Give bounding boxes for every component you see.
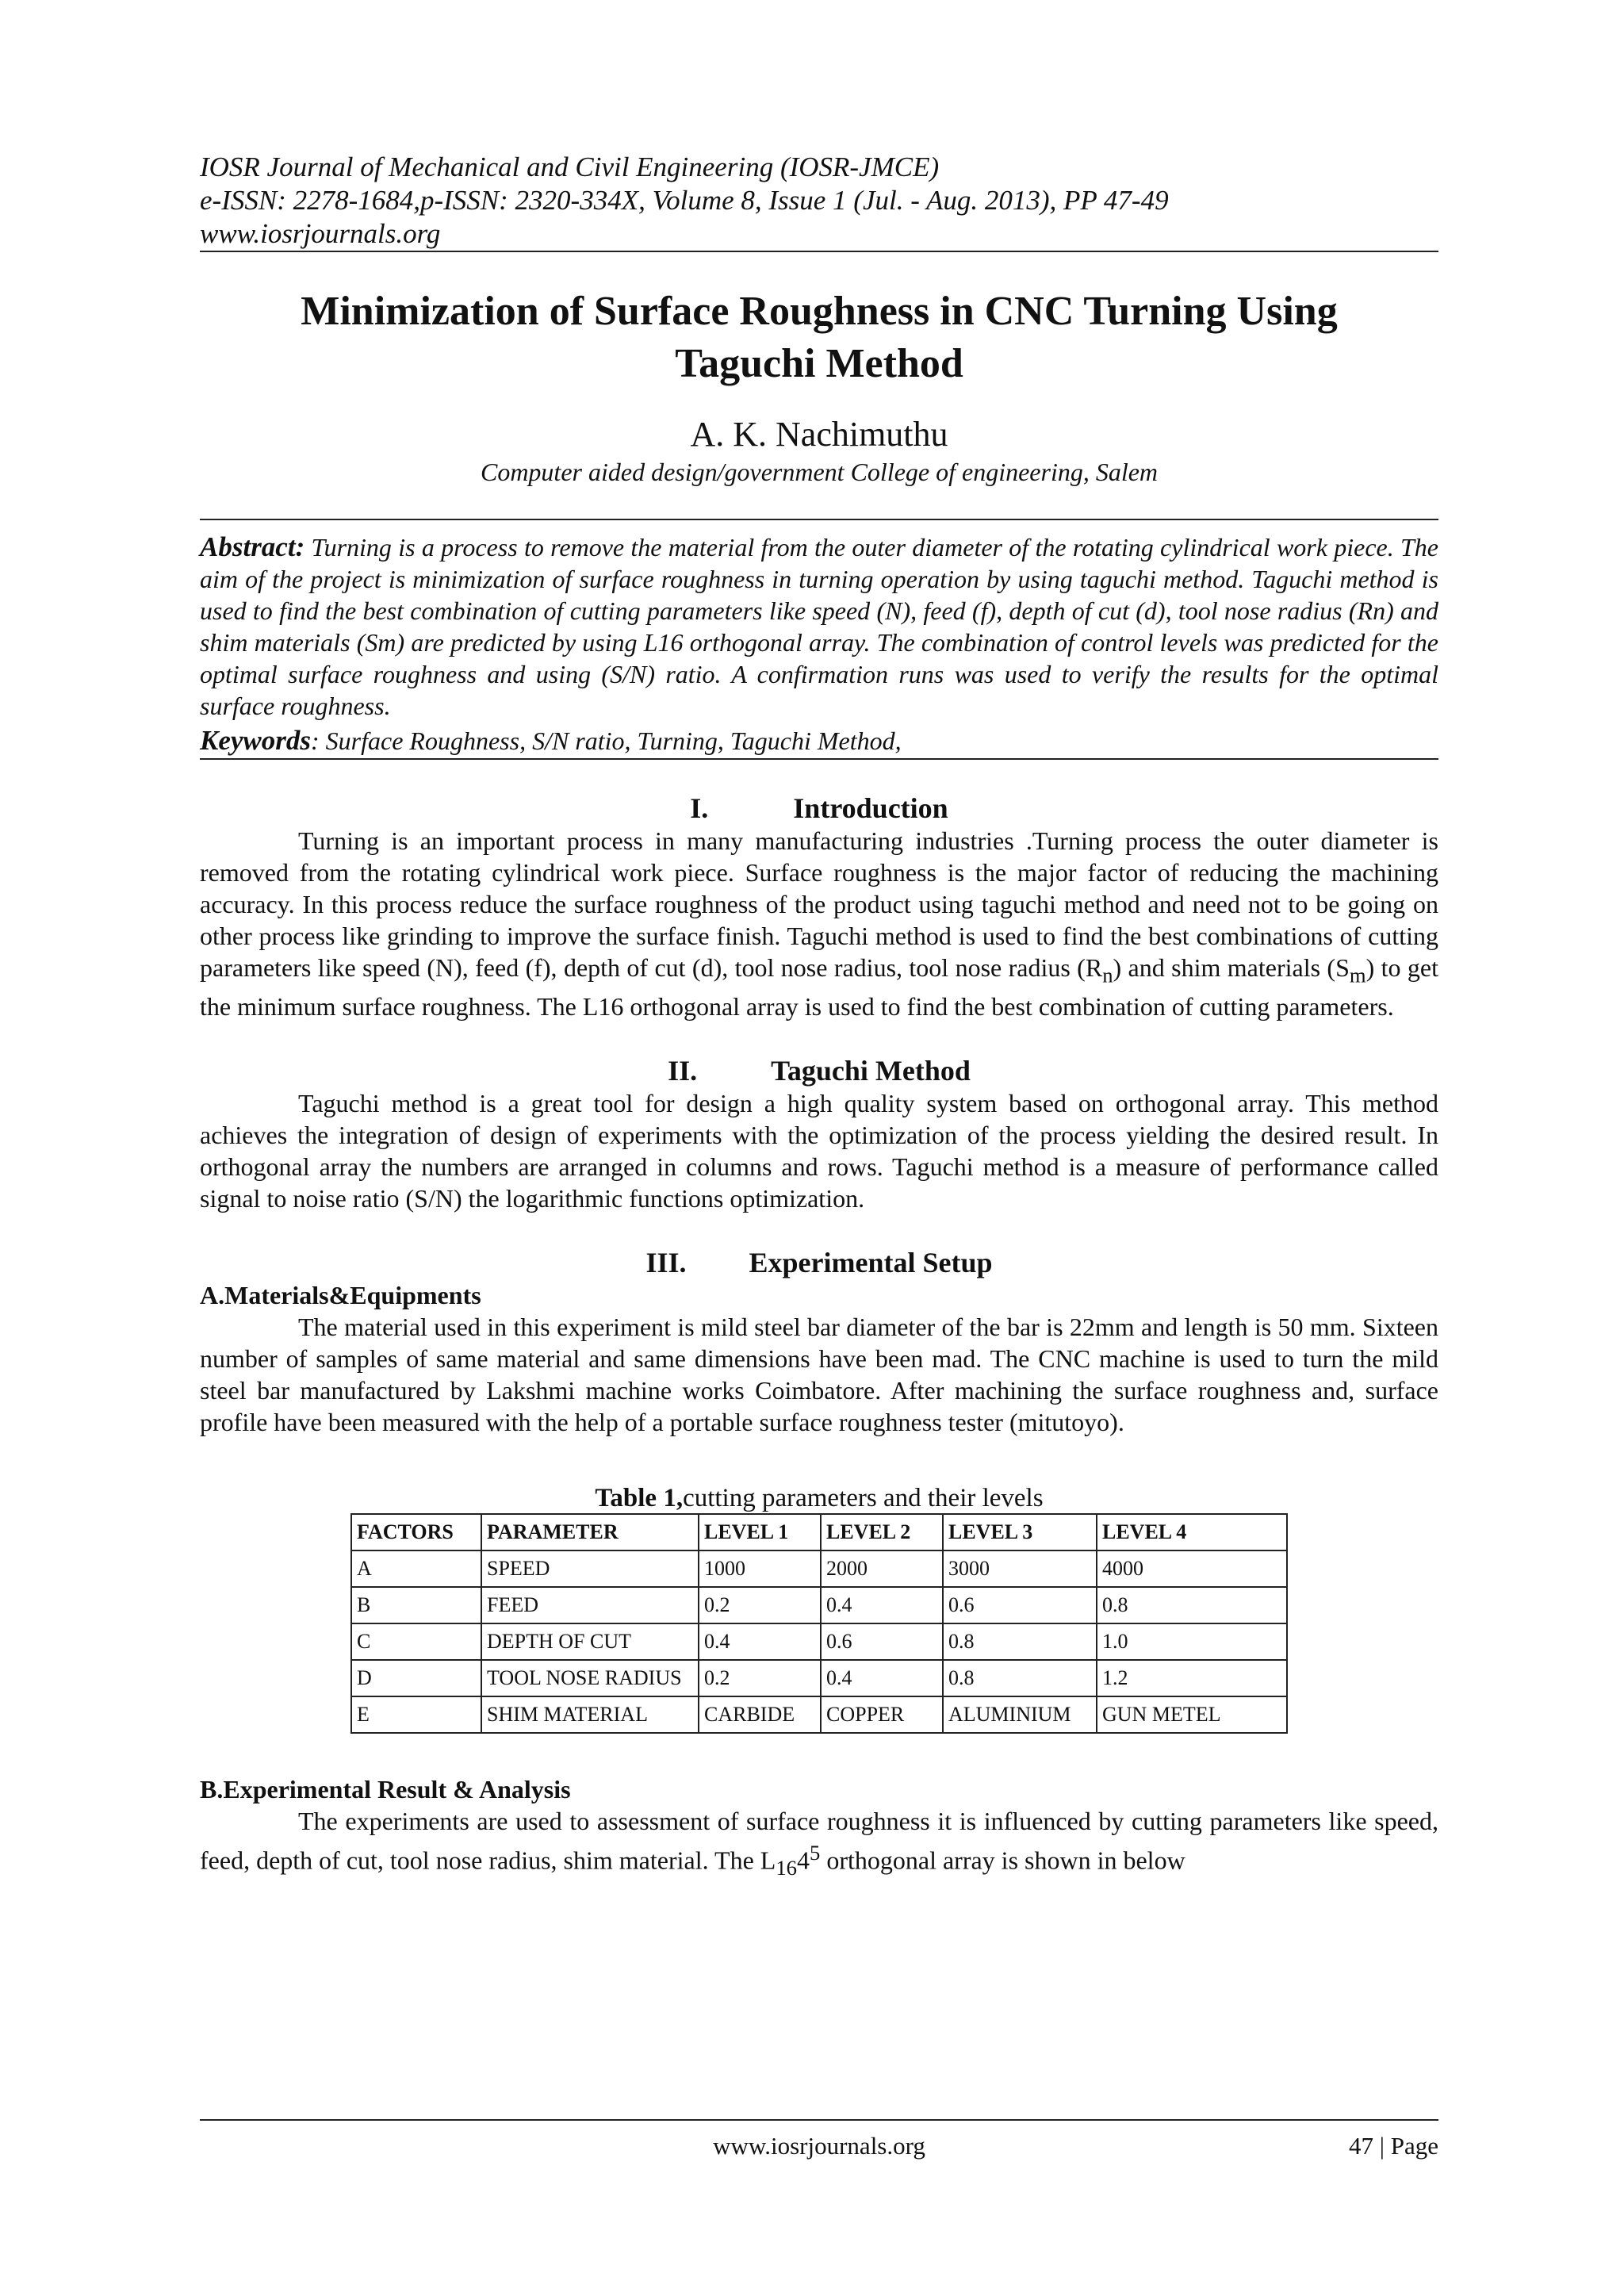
table-cell: 0.2 [699,1587,821,1623]
section-1-heading [200,792,1438,825]
journal-name: IOSR Journal of Mechanical and Civil Engineering (IOSR-JMCE) [200,151,940,182]
table-header-row [351,1514,1287,1550]
keywords-label: Keywords [200,725,311,756]
table-cell: 2000 [821,1550,943,1587]
abstract-rule [200,758,1438,760]
journal-site: www.iosrjournals.org [200,218,441,249]
table-cell: 3000 [943,1550,1097,1587]
title-line-2: Taguchi Method [675,341,963,386]
table-header-cell: LEVEL 3 [943,1514,1097,1550]
table-cell: D [351,1660,481,1696]
table-cell: 1.0 [1097,1623,1287,1660]
abstract-text: Turning is a process to remove the material from the outer diameter of the rotating cylindrical work piece. The aim of the project is minimization of surface roughness in turning operation by using taguchi method. Taguchi method is used to find the best combination of cutting parameters like speed (N), feed (f), depth of cut (d), tool nose radius (Rn) and shim materials (Sm) are predicted by using L16 orthogonal array. The combination of control levels was predicted for the optimal surface roughness and using (S/N) ratio. A confirmation runs was used to verify the results for the optimal surface roughness. [200,533,1439,720]
table-1-caption [200,1484,1438,1513]
table-cell: 0.8 [943,1660,1097,1696]
section-3-number: III. [645,1247,687,1279]
table-cell: SPEED [481,1550,699,1587]
table-header-cell: LEVEL 1 [699,1514,821,1550]
subsection-b-heading: B.Experimental Result & Analysis [200,1775,571,1804]
table-cell: 0.4 [821,1587,943,1623]
table-cell: 0.6 [943,1587,1097,1623]
table-cell: CARBIDE [699,1696,821,1733]
journal-header [200,151,1438,251]
subscript-m: m [1349,963,1366,987]
abstract [200,519,1438,725]
subsection-a-heading: A.Materials&Equipments [200,1281,481,1310]
table-row [351,1696,1287,1733]
author-affiliation: Computer aided design/government College of engineering, Salem [480,458,1159,486]
section-3-heading [200,1246,1438,1279]
subsection-b-paragraph [200,1805,1438,1884]
table-cell: TOOL NOSE RADIUS [481,1660,699,1696]
result-text-a: The experiments are used to assessment of surface roughness it is influenced by cutting parameters like speed, feed, depth of cut, tool nose radius, shim material. The L [200,1807,1438,1876]
array-base: 4 [796,1846,810,1876]
result-text-b: orthogonal array is shown in below [820,1846,1185,1876]
table-header-cell: FACTORS [351,1514,481,1550]
section-2-paragraph: Taguchi method is a great tool for design a high quality system based on orthogonal array. This method achieves the integration of design of experiments with the optimization of the process yielding the desired result. In orthogonal array the numbers are arranged in columns and rows. Taguchi method is a measure of performance called signal to noise ratio (S/N) the logarithmic functions optimization. [200,1089,1438,1213]
table-row [351,1623,1287,1660]
table-cell: FEED [481,1587,699,1623]
table-cell: E [351,1696,481,1733]
table-header-cell: PARAMETER [481,1514,699,1550]
table-cell: 1.2 [1097,1660,1287,1696]
title-line-1: Minimization of Surface Roughness in CNC Turning Using [301,289,1338,334]
table-cell: 4000 [1097,1550,1287,1587]
table-cell: A [351,1550,481,1587]
intro-text-a: Turning is an important process in many manufacturing industries .Turning process the outer diameter is removed from the rotating cylindrical work piece. Surface roughness is the major factor of reducing the machining accuracy. In this process reduce the surface roughness of the product using taguchi method and need not to be going on other process like grinding to improve the surface finish. Taguchi method is used to find the best combinations of cutting parameters like speed (N), feed (f), depth of cut (d), tool nose radius, tool nose radius (R [200,826,1438,982]
table-cell: DEPTH OF CUT [481,1623,699,1660]
table-row [351,1587,1287,1623]
table-cell: 1000 [699,1550,821,1587]
table-cell: 0.6 [821,1623,943,1660]
intro-text-c: ) to get the minimum surface roughness. The L16 orthogonal array is used to find the best combination of cutting parameters. [200,953,1439,1022]
section-2-number: II. [668,1055,698,1087]
page-number: 47 | Page [1349,2132,1438,2160]
table-header-cell: LEVEL 2 [821,1514,943,1550]
keywords-text: : Surface Roughness, S/N ratio, Turning, Taguchi Method, [311,726,902,755]
table-cell: SHIM MATERIAL [481,1696,699,1733]
table-cell: 0.8 [1097,1587,1287,1623]
superscript-5: 5 [809,1841,821,1865]
subsection-a-paragraph: The material used in this experiment is mild steel bar diameter of the bar is 22mm and length is 50 mm. Sixteen number of samples of same material and same dimensions have been mad. The CNC machine is used to turn the mild steel bar manufactured by Lakshmi machine works Coimbatore. After machining the surface roughness and, surface profile have been measured with the help of a portable surface roughness tester (mitutoyo). [200,1313,1438,1437]
subscript-n: n [1102,963,1113,987]
table-cell: ALUMINIUM [943,1696,1097,1733]
table-header-cell: LEVEL 4 [1097,1514,1287,1550]
header-rule [200,251,1438,252]
section-2-heading [200,1054,1438,1087]
journal-issn: e-ISSN: 2278-1684,p-ISSN: 2320-334X, Volume 8, Issue 1 (Jul. - Aug. 2013), PP 47-49 [200,185,1169,216]
table-cell: 0.4 [821,1660,943,1696]
footer-site: www.iosrjournals.org [713,2132,925,2160]
keywords [200,725,1438,758]
table-caption-label: Table 1, [595,1484,684,1513]
section-1-paragraph [200,825,1438,1022]
paper-page [200,151,1438,1884]
table-row [351,1550,1287,1587]
table-cell: B [351,1587,481,1623]
paper-title [200,286,1438,390]
page-footer [200,2119,1438,2160]
section-3-title: Experimental Setup [749,1247,993,1279]
table-cell: C [351,1623,481,1660]
table-cell: 0.8 [943,1623,1097,1660]
table-caption-text: cutting parameters and their levels [683,1484,1044,1513]
table-row [351,1660,1287,1696]
subscript-16: 16 [776,1856,797,1880]
intro-text-b: ) and shim materials (S [1113,953,1350,982]
author-name: A. K. Nachimuthu [690,415,948,454]
section-2-title: Taguchi Method [771,1055,971,1087]
abstract-label: Abstract: [200,531,305,562]
section-1-title: Introduction [793,792,948,824]
table-cell: 0.2 [699,1660,821,1696]
table-cell: COPPER [821,1696,943,1733]
section-1-number: I. [690,792,709,824]
table-1 [350,1513,1288,1734]
table-cell: 0.4 [699,1623,821,1660]
table-cell: GUN METEL [1097,1696,1287,1733]
